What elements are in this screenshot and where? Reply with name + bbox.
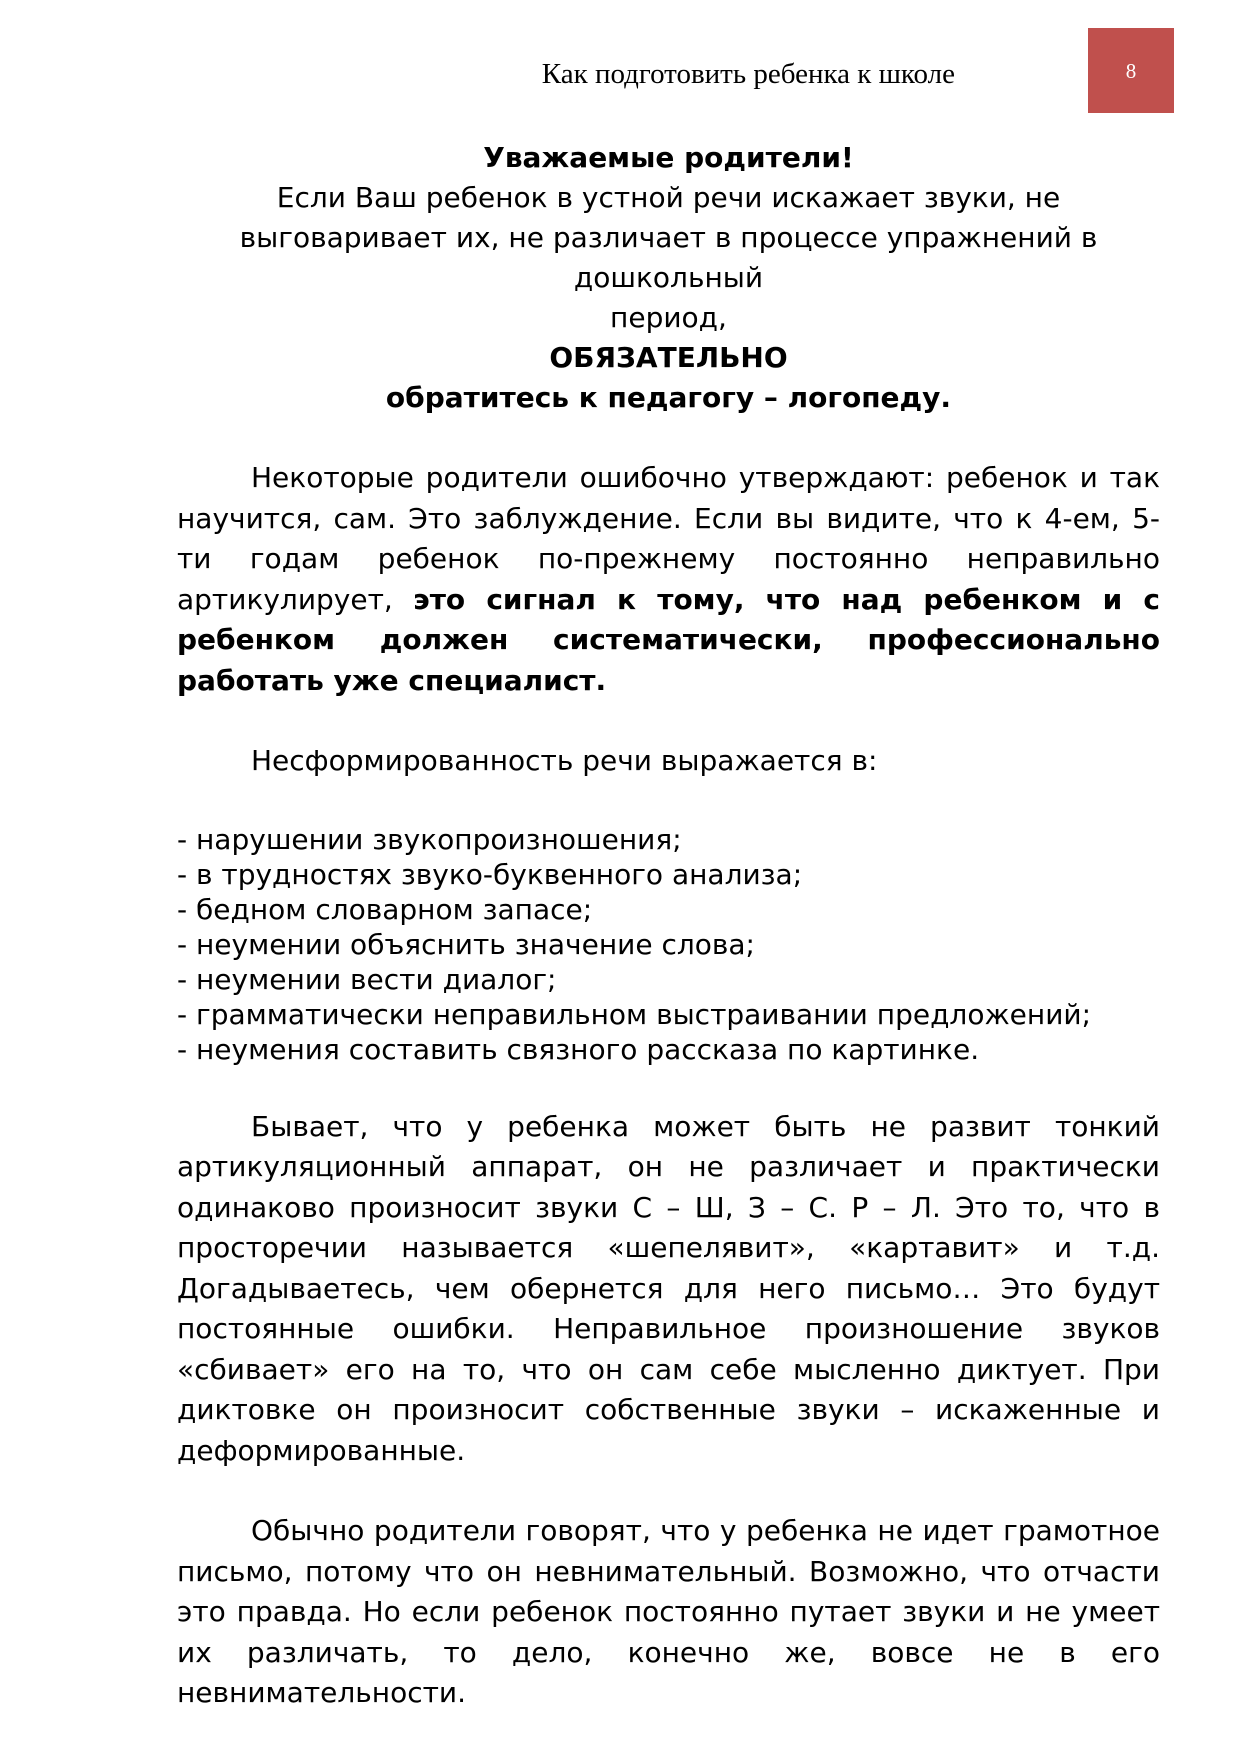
- list-item: - в трудностях звуко-буквенного анализа;: [177, 857, 803, 891]
- intro-line-2: выговаривает их, не различает в процессе упражнений в дошкольный: [239, 221, 1098, 294]
- call-to-action: обратитесь к педагогу – логопеду.: [385, 381, 952, 414]
- paragraph-misconception-text: Некоторые родители ошибочно утверждают: ребенок и так научится, сам. Это заблуждение. Если вы видите, что к 4-ем, 5-ти годам ребенок по-прежнему постоянно неправильно артикулирует,: [177, 461, 1160, 616]
- intro-line-3: период,: [610, 301, 727, 334]
- paragraph-misconception-bold: это сигнал к тому, что над ребенком и с ребенком должен систематически, профессионально работать уже специалист.: [177, 582, 1160, 697]
- paragraph-articulation: Бывает, что у ребенка может быть не развит тонкий артикуляционный аппарат, он не различает и практически одинаково произносит звуки С – Ш, З – С. Р – Л. Это то, что в просторечии называется «шепелявит», «картавит» и т.д. Догадываетесь, чем обернется для него письмо… Это будут постоянные ошибки. Неправильное произношение звуков «сбивает» его на то, что он сам себе мысленно диктует. При диктовке он произносит собственные звуки – искаженные и деформированные.: [177, 1109, 1160, 1467]
- paragraph-symptoms-intro: Несформированность речи выражается в:: [251, 744, 878, 777]
- paragraph-misconception: [177, 458, 1160, 701]
- greeting-heading: Уважаемые родители!: [483, 141, 854, 174]
- page-body: [177, 138, 1160, 1714]
- paragraph-attention: Обычно родители говорят, что у ребенка не идет грамотное письмо, потому что он невнимательный. Возможно, что отчасти это правда. Но если ребенок постоянно путает звуки и не умеет их различать, то дело, конечно же, вовсе не в его невнимательности.: [177, 1514, 1160, 1709]
- list-item: - неумении вести диалог;: [177, 962, 557, 996]
- list-item: - нарушении звукопроизношения;: [177, 822, 682, 856]
- symptoms-list: [177, 822, 1160, 1067]
- list-item: - неумении объяснить значение слова;: [177, 927, 755, 961]
- emphasis-heading: ОБЯЗАТЕЛЬНО: [549, 341, 788, 374]
- list-item: - грамматически неправильном выстраивании предложений;: [177, 997, 1092, 1031]
- list-item: - неумения составить связного рассказа по картинке.: [177, 1032, 980, 1066]
- page-number-badge: 8: [1088, 28, 1174, 113]
- running-header-title: Как подготовить ребенка к школе: [541, 58, 955, 90]
- list-item: - бедном словарном запасе;: [177, 892, 593, 926]
- intro-line-1: Если Ваш ребенок в устной речи искажает звуки, не: [276, 181, 1061, 214]
